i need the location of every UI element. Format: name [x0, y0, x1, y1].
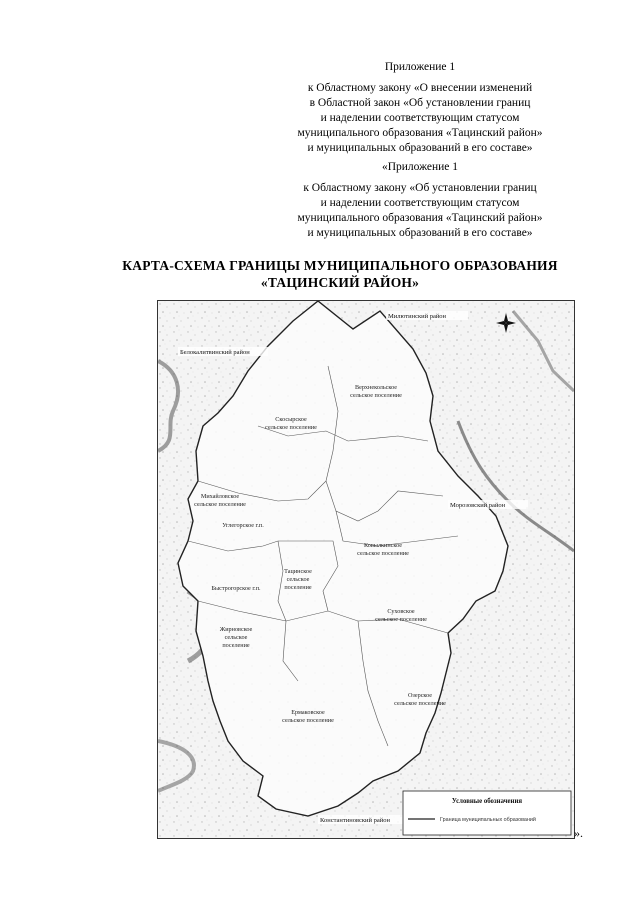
label-verhnekolodskoe-type: сельское поселение [350, 392, 402, 399]
label-mihaylovskoe-type: сельское поселение [194, 501, 246, 508]
label-tatsinskoe: Тацинское [284, 568, 312, 575]
annex-2-line: и наделении соответствующим статусом [320, 197, 520, 209]
label-zhirnovskoe-type2: поселение [222, 642, 250, 649]
label-morozovsky: Морозовский район [450, 502, 506, 509]
label-suhovskoe: Суховское [387, 608, 415, 615]
label-belokalitvinsky: Белокалитвинский район [180, 349, 250, 356]
map-title-line-1: КАРТА-СХЕМА ГРАНИЦЫ МУНИЦИПАЛЬНОГО ОБРАЗОВАНИЯ [122, 258, 558, 273]
label-zhirnovskoe: Жирновское [219, 626, 253, 633]
label-verhnekolodskoe: Верхнекольское [354, 384, 398, 391]
annex-2-line: и муниципальных образований в его составе» [307, 227, 533, 239]
map-title [90, 257, 590, 291]
annex-1-line: муниципального образования «Тацинский район» [297, 127, 543, 139]
label-suhovskoe-type: сельское поселение [375, 616, 427, 623]
label-zhirnovskoe-type: сельское [224, 634, 248, 641]
label-tatsinskoe-type: сельское [286, 576, 310, 583]
label-ermakovskoe: Ермаковское [291, 709, 325, 716]
label-tatsinskoe-type2: поселение [284, 584, 312, 591]
annex-1-line: в Областной закон «Об установлении границ [309, 97, 531, 109]
label-kovylkinskoe-type: сельское поселение [357, 550, 409, 557]
legend-item-label: Граница муниципальных образований [440, 817, 536, 823]
annex-1-line: и муниципальных образований в его составе» [307, 142, 533, 154]
label-uglegorskoe: Углегорское г.п. [222, 522, 264, 529]
annex-2-line: муниципального образования «Тацинский район» [297, 212, 543, 224]
map-canvas [158, 301, 574, 838]
label-ozerskoe: Озерское [407, 692, 433, 699]
label-skosyrskoe-type: сельское поселение [265, 424, 317, 431]
label-skosyrskoe: Скосырское [275, 416, 307, 423]
closing-quote: ». [574, 826, 583, 840]
label-milyutinsky: Милютинский район [388, 313, 447, 320]
label-ermakovskoe-type: сельское поселение [282, 717, 334, 724]
map-legend [403, 791, 571, 835]
label-kovylkinskoe: Ковылкинское [363, 542, 403, 549]
district-map [157, 300, 575, 839]
label-bystrogorskoe: Быстрогорское г.п. [211, 585, 261, 592]
label-mihaylovskoe: Михайловское [200, 493, 240, 500]
annex-1-line: и наделении соответствующим статусом [320, 112, 520, 124]
annex-1-heading [270, 60, 570, 156]
annex-1-line: к Областному закону «О внесении изменений [307, 82, 533, 94]
annex-2-title: «Приложение 1 [381, 161, 459, 173]
label-konstantinovsky: Константиновский район [320, 817, 390, 824]
annex-1-title: Приложение 1 [384, 61, 456, 73]
annex-2-heading [270, 160, 570, 241]
annex-2-line: к Областному закону «Об установлении границ [303, 182, 537, 194]
legend-title: Условные обозначения [451, 798, 523, 805]
label-ozerskoe-type: сельское поселение [394, 700, 446, 707]
map-title-line-2: «ТАЦИНСКИЙ РАЙОН» [260, 275, 420, 290]
